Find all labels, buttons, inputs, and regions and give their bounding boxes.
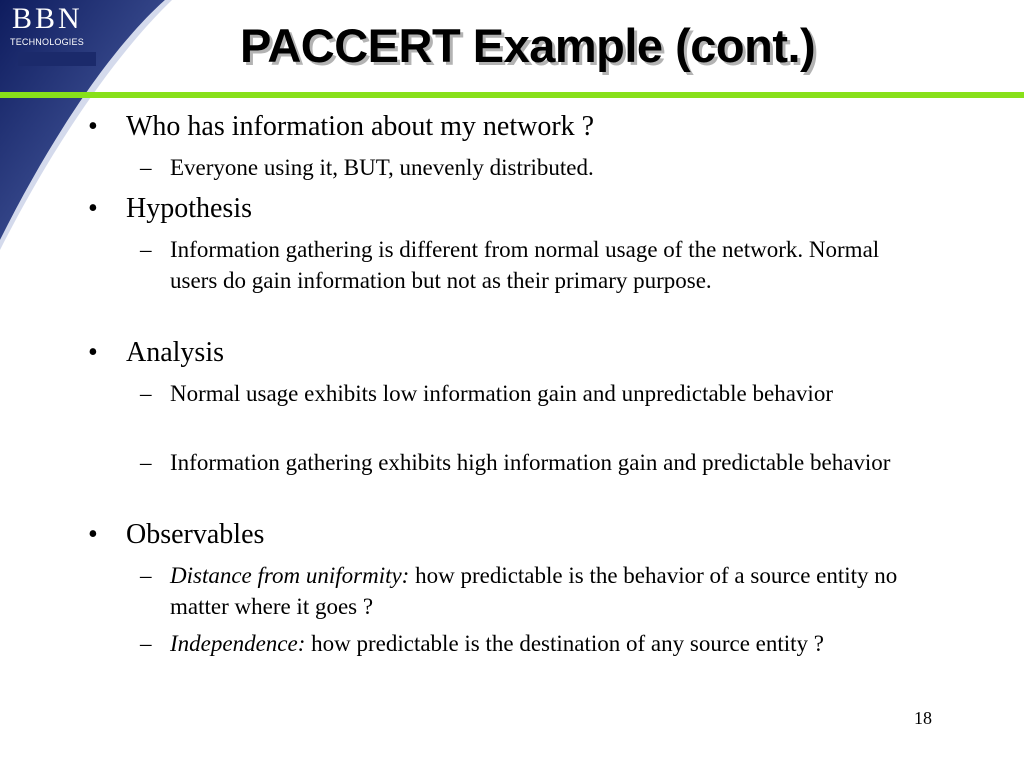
dash-marker: – (140, 631, 152, 656)
bullet-marker: • (88, 111, 98, 142)
dash-marker: – (140, 237, 152, 262)
dash-marker: – (140, 563, 152, 588)
term-description: how predictable is the behavior of a source entity no matter where it goes ? (170, 563, 898, 619)
bullet-marker: • (88, 519, 98, 550)
bullet-text: Observables (126, 519, 265, 550)
sub-bullet-text (170, 628, 900, 659)
bullet-marker: • (88, 193, 98, 224)
slide-title: PACCERT Example (cont.) (240, 19, 816, 72)
green-accent-line (0, 92, 1024, 98)
sub-bullet-text: Information gathering is different from normal usage of the network. Normal users do gain information but not as their primary purpose. (170, 237, 880, 293)
bullet-text: Who has information about my network ? (126, 111, 595, 142)
sub-bullet-text: Everyone using it, BUT, unevenly distributed. (170, 155, 594, 180)
sub-bullet-text (170, 560, 900, 622)
term-distance-from-uniformity: Distance from uniformity: (170, 563, 410, 588)
page-number: 18 (914, 708, 932, 728)
bullet-text: Hypothesis (126, 193, 252, 224)
bullet-text: Analysis (126, 337, 224, 368)
sub-bullet-text: Information gathering exhibits high information gain and predictable behavior (170, 450, 891, 475)
sub-bullet-text: Normal usage exhibits low information gain and unpredictable behavior (170, 381, 833, 406)
bbn-logo (10, 2, 100, 72)
bullet-marker: • (88, 337, 98, 368)
dash-marker: – (140, 155, 152, 180)
dash-marker: – (140, 450, 152, 475)
dash-marker: – (140, 381, 152, 406)
logo-wordmark: BBN (12, 2, 83, 35)
term-description: how predictable is the destination of any source entity ? (305, 631, 824, 656)
logo-subtitle: TECHNOLOGIES (10, 37, 84, 47)
logo-bar (18, 52, 96, 66)
term-independence: Independence: (170, 631, 306, 656)
